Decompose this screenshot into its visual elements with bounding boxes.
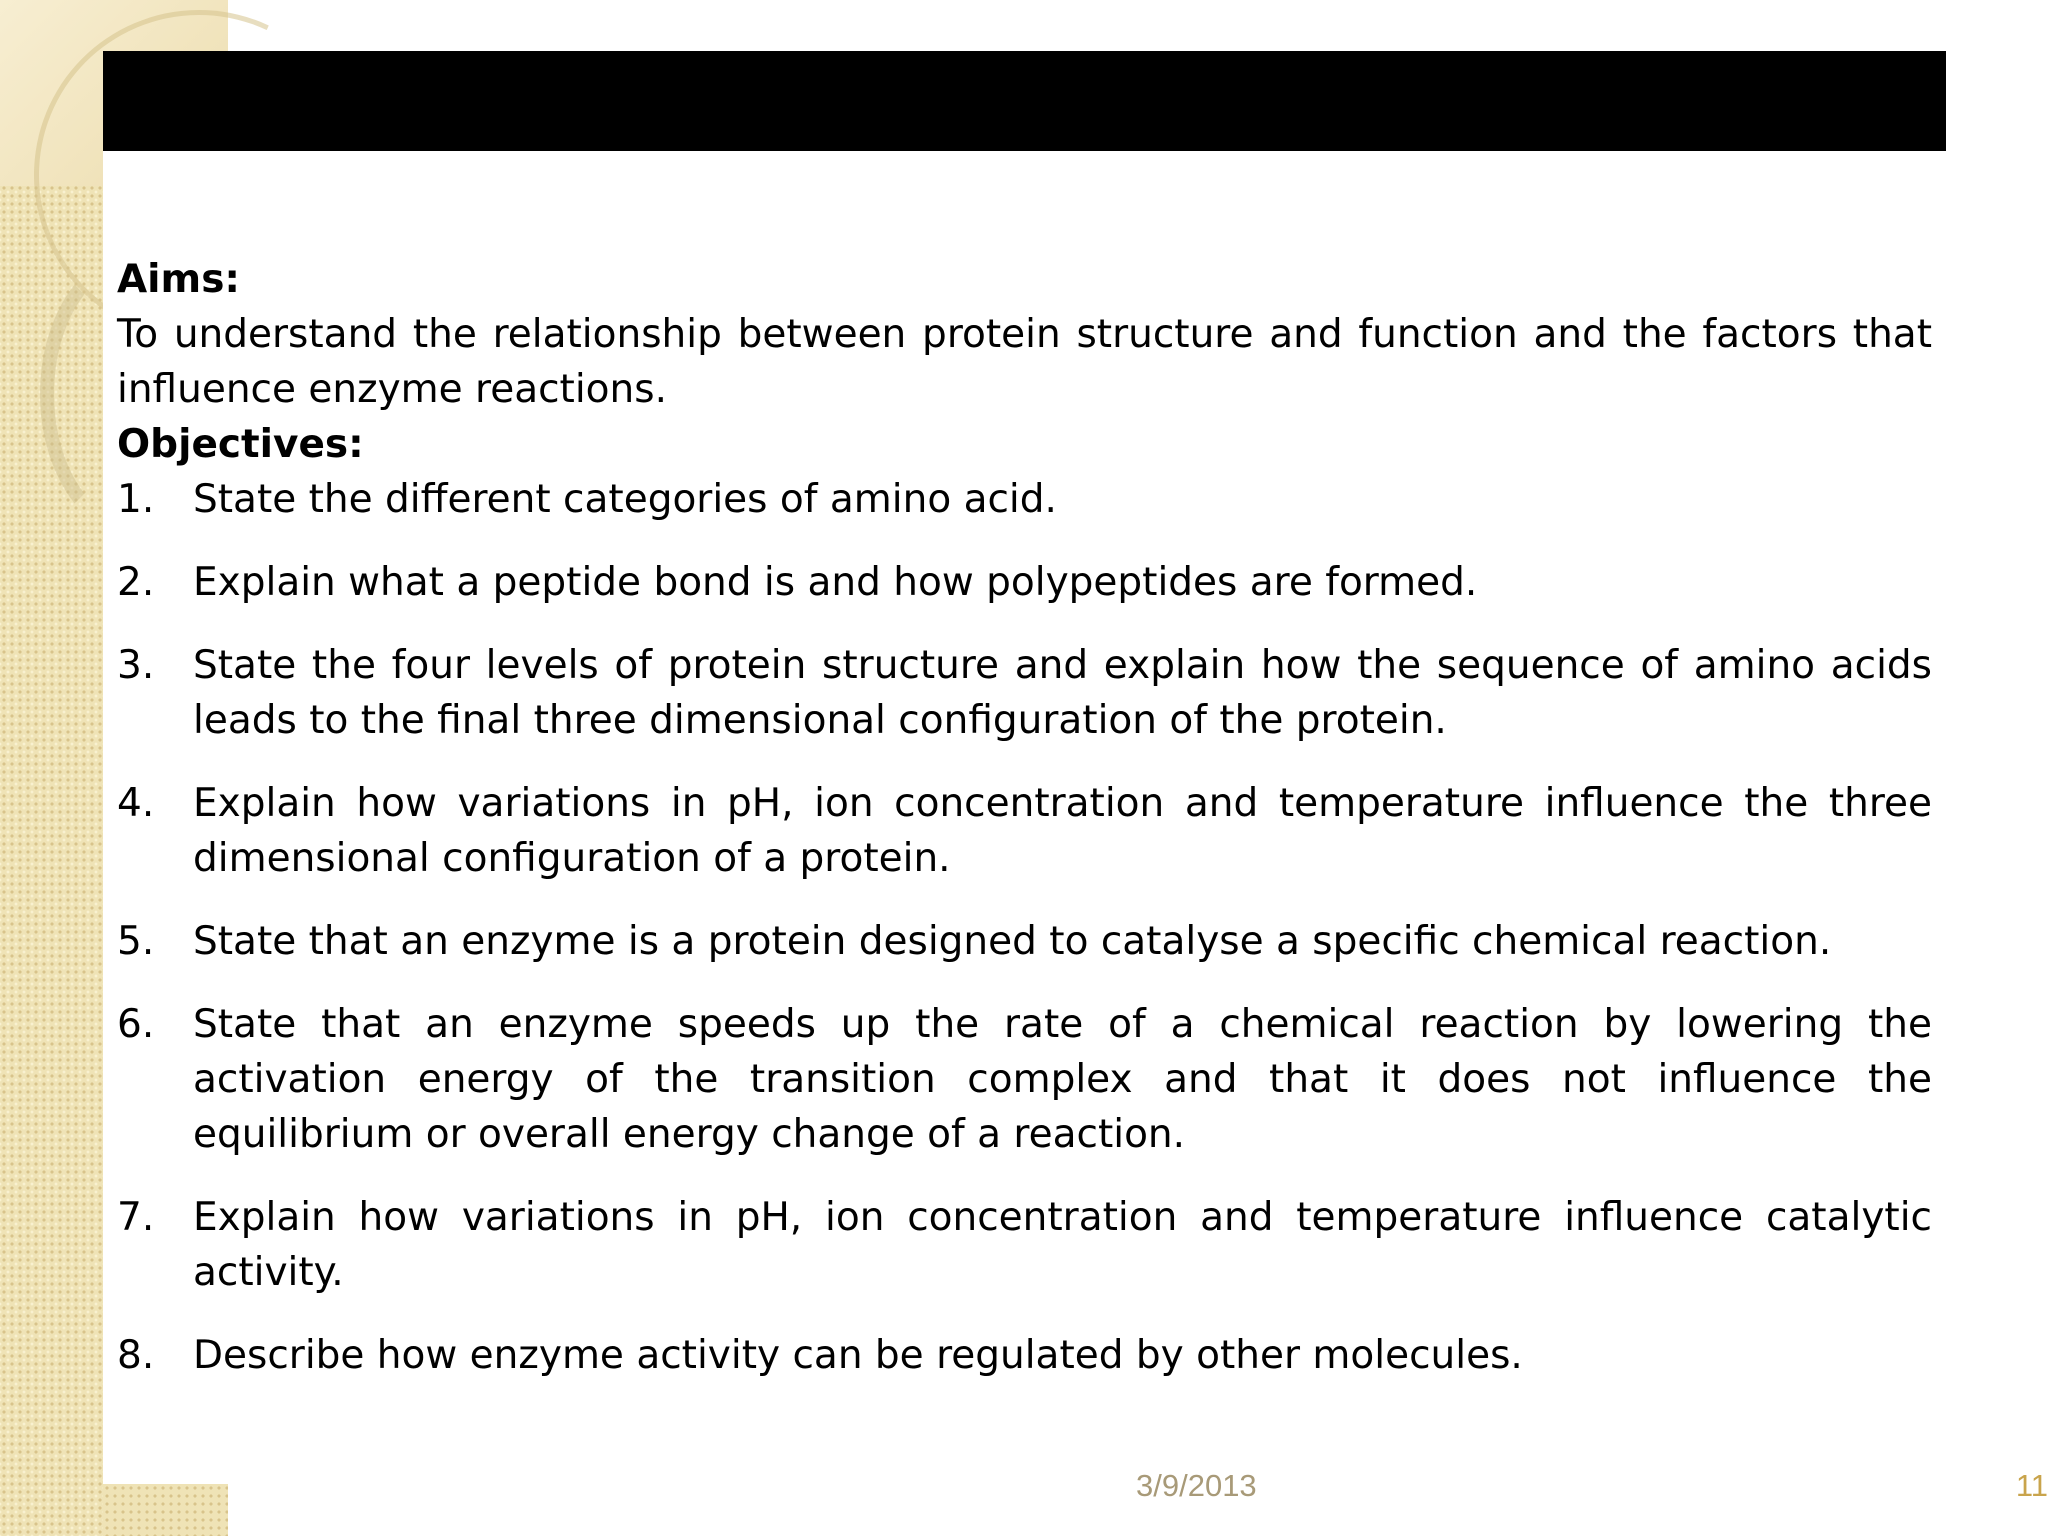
decorative-texture-strip [0,0,103,1536]
objective-text: State that an enzyme speeds up the rate of a chemical reaction by lowering the activation energy of the transition complex and that it does not influence the equilibrium or overall energy change of a reaction. [193,1002,1932,1157]
objective-item [117,914,1932,969]
objective-item [117,1328,1932,1383]
objective-item [117,638,1932,748]
objective-number: 7. [117,1195,155,1240]
objective-text: Describe how enzyme activity can be regulated by other molecules. [193,1333,1523,1378]
objectives-list [117,472,1932,1383]
objective-number: 2. [117,560,155,605]
objective-item [117,997,1932,1162]
footer-page-number: 11 [2015,1468,2048,1503]
decorative-bottom-tab [103,1484,228,1536]
objectives-heading: Objectives: [117,422,364,467]
objective-number: 6. [117,1002,155,1047]
objective-number: 8. [117,1333,155,1378]
objective-text: Explain what a peptide bond is and how polypeptides are formed. [193,560,1478,605]
objective-item [117,776,1932,886]
slide-content [117,252,1932,1411]
objective-text: Explain how variations in pH, ion concentration and temperature influence catalytic activity. [193,1195,1932,1295]
objective-number: 4. [117,781,155,826]
objective-number: 3. [117,643,155,688]
aims-heading: Aims: [117,257,240,302]
objective-number: 5. [117,919,155,964]
objective-text: State the different categories of amino acid. [193,477,1057,522]
title-bar [103,51,1946,151]
objective-text: State the four levels of protein structure and explain how the sequence of amino acids leads to the final three dimensional configuration of the protein. [193,643,1932,743]
objective-text: State that an enzyme is a protein designed to catalyse a specific chemical reaction. [193,919,1832,964]
footer-date: 3/9/2013 [1136,1468,1257,1503]
objective-item [117,1190,1932,1300]
objective-text: Explain how variations in pH, ion concentration and temperature influence the three dimensional configuration of a protein. [193,781,1932,881]
objective-item [117,555,1932,610]
objective-number: 1. [117,477,155,522]
objective-item [117,472,1932,527]
aims-text: To understand the relationship between protein structure and function and the factors that influence enzyme reactions. [117,312,1932,412]
